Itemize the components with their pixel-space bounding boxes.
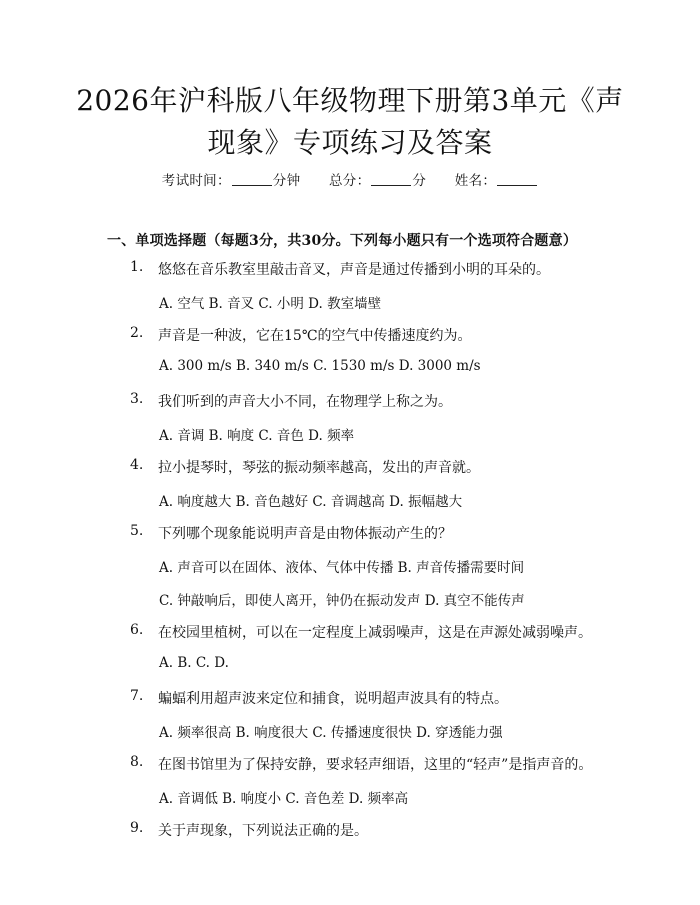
- time-unit: 分钟: [272, 173, 301, 189]
- exam-time: [162, 173, 301, 189]
- option-row: [0, 655, 700, 688]
- option-row: [0, 424, 700, 457]
- exam-meta: [0, 169, 700, 189]
- option-text: A. 300 m/s B. 340 m/s C. 1530 m/s D. 3000 m/s: [159, 358, 481, 374]
- option-text: A. 声音可以在固体、液体、气体中传播 B. 声音传播需要时间: [159, 560, 525, 576]
- option-text: A. 空气 B. 音叉 C. 小明 D. 教室墙壁: [159, 296, 382, 312]
- question-stem: 关于声现象，下列说法正确的是。: [158, 823, 368, 839]
- question-number: 1.: [130, 259, 144, 275]
- question-row: [0, 325, 700, 358]
- question-stem: 在校园里植树，可以在一定程度上减弱噪声，这是在声源处减弱噪声。: [158, 625, 592, 641]
- question-stem: 拉小提琴时，琴弦的振动频率越高，发出的声音就。: [158, 460, 480, 476]
- student-name: [455, 173, 538, 189]
- question-number: 4.: [130, 457, 144, 473]
- option-text: A. 响度越大 B. 音色越好 C. 音调越高 D. 振幅越大: [159, 494, 463, 510]
- option-text: C. 钟敲响后，即使人离开，钟仍在振动发声 D. 真空不能传声: [159, 593, 525, 609]
- question-number: 6.: [130, 622, 144, 638]
- question-row: [0, 688, 700, 721]
- question-stem: 在图书馆里为了保持安静，要求轻声细语，这里的“轻声”是指声音的。: [158, 757, 593, 773]
- score-unit: 分: [412, 173, 427, 189]
- option-text: A. 音调低 B. 响度小 C. 音色差 D. 频率高: [159, 791, 409, 807]
- question-list: [0, 259, 700, 853]
- question-number: 3.: [130, 391, 144, 407]
- question-number: 5.: [130, 523, 144, 539]
- option-row: [0, 490, 700, 523]
- option-text: A. B. C. D.: [159, 655, 229, 671]
- option-text: A. 频率很高 B. 响度很大 C. 传播速度很快 D. 穿透能力强: [159, 725, 503, 741]
- option-row: [0, 292, 700, 325]
- section-heading: 一、单项选择题（每题3分，共30分。下列每小题只有一个选项符合题意）: [107, 233, 578, 249]
- time-blank[interactable]: [232, 185, 272, 186]
- question-stem: 我们听到的声音大小不同，在物理学上称之为。: [158, 394, 452, 410]
- total-score: [329, 173, 426, 189]
- question-row: [0, 259, 700, 292]
- question-stem: 声音是一种波，它在15℃的空气中传播速度约为。: [158, 328, 472, 344]
- question-stem: 蝙蝠利用超声波来定位和捕食，说明超声波具有的特点。: [158, 691, 508, 707]
- question-number: 8.: [130, 754, 144, 770]
- question-row: [0, 820, 700, 853]
- option-row: [0, 721, 700, 754]
- page-title: [70, 80, 630, 164]
- name-blank[interactable]: [497, 185, 537, 186]
- question-number: 9.: [130, 820, 144, 836]
- question-number: 7.: [130, 688, 144, 704]
- question-row: [0, 754, 700, 787]
- time-label: 考试时间：: [161, 173, 231, 189]
- score-blank[interactable]: [371, 185, 411, 186]
- score-label: 总分：: [328, 173, 371, 189]
- option-text: A. 音调 B. 响度 C. 音色 D. 频率: [159, 428, 355, 444]
- title-line-1: 2026年沪科版八年级物理下册第3单元《声: [76, 84, 624, 117]
- option-row: [0, 358, 700, 391]
- title-line-2: 现象》专项练习及答案: [207, 126, 493, 159]
- name-label: 姓名：: [454, 173, 497, 189]
- option-row: [0, 589, 700, 622]
- question-stem: 下列哪个现象能说明声音是由物体振动产生的？: [158, 526, 452, 542]
- question-row: [0, 457, 700, 490]
- question-row: [0, 391, 700, 424]
- option-row: [0, 787, 700, 820]
- option-row: [0, 556, 700, 589]
- question-stem: 悠悠在音乐教室里敲击音叉，声音是通过传播到小明的耳朵的。: [158, 262, 550, 278]
- question-number: 2.: [130, 325, 144, 341]
- question-row: [0, 523, 700, 556]
- question-row: [0, 622, 700, 655]
